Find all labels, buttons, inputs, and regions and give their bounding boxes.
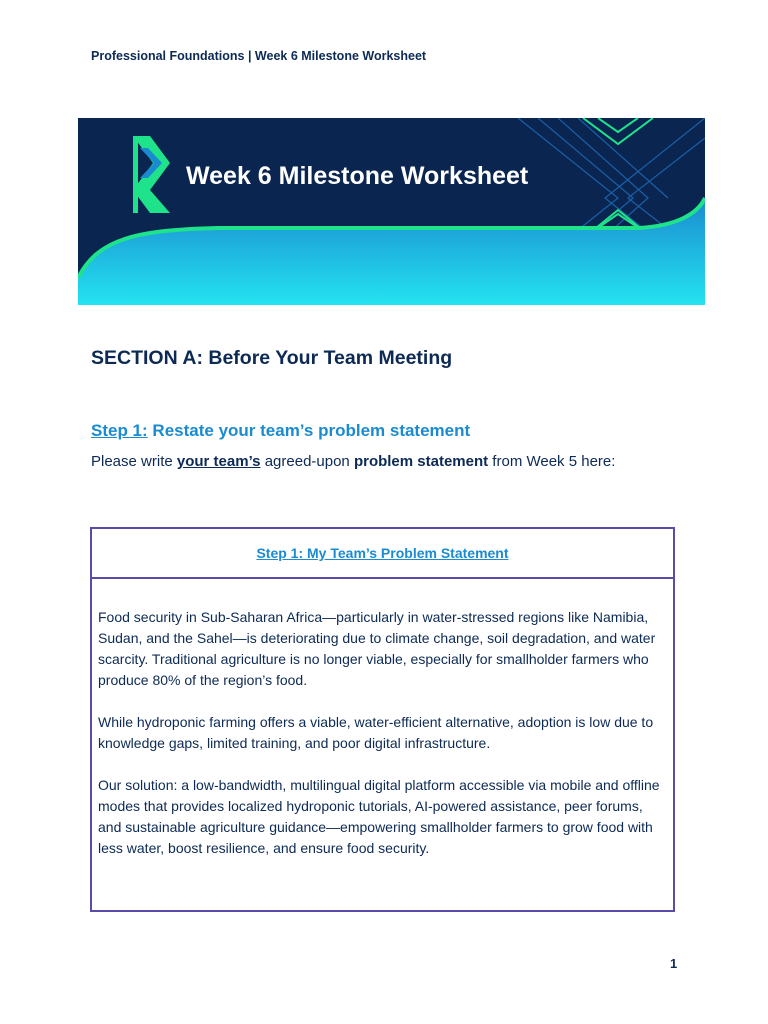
intro-team: your team’s [176, 453, 261, 470]
banner-title: Week 6 Milestone Worksheet [186, 162, 529, 190]
intro-part1: Please write [91, 453, 177, 470]
problem-statement-box [90, 527, 675, 912]
intro-part2: agreed-upon [260, 453, 354, 470]
step1-intro [91, 450, 671, 474]
statement-paragraph-1: Food security in Sub-Saharan Africa—particularly in water-stressed regions like Namibia, Sudan, and the Sahel—is deteriorating due to climate change, soil degradation, and water scarcity. Traditional agriculture is no longer viable, especially for smallholder farmers who produce 80% of the region’s food. [98, 609, 656, 688]
banner-graphic [78, 118, 705, 305]
header-banner [78, 118, 705, 305]
step1-heading [91, 421, 470, 441]
step1-title: Restate your team’s problem statement [152, 421, 471, 440]
intro-problem: problem statement [353, 453, 489, 470]
problem-statement-text[interactable] [92, 579, 673, 859]
running-header: Professional Foundations | Week 6 Milestone Worksheet [91, 49, 427, 63]
page-number: 1 [670, 956, 678, 971]
step1-number: Step 1: [91, 421, 148, 440]
intro-part3: from Week 5 here: [488, 453, 616, 470]
section-heading: SECTION A: Before Your Team Meeting [91, 347, 453, 369]
statement-paragraph-3: Our solution: a low-bandwidth, multilingual digital platform accessible via mobile and offline modes that provides localized hydroponic tutorials, AI-powered assistance, peer forums, and sustainable agriculture guidance—empowering smallholder farmers to grow food with less water, boost resilience, and ensure food security. [98, 777, 660, 856]
problem-statement-box-header [92, 529, 673, 579]
problem-statement-box-title: Step 1: My Team’s Problem Statement [256, 545, 509, 561]
statement-paragraph-2: While hydroponic farming offers a viable, water-efficient alternative, adoption is low due to knowledge gaps, limited training, and poor digital infrastructure. [98, 714, 654, 751]
